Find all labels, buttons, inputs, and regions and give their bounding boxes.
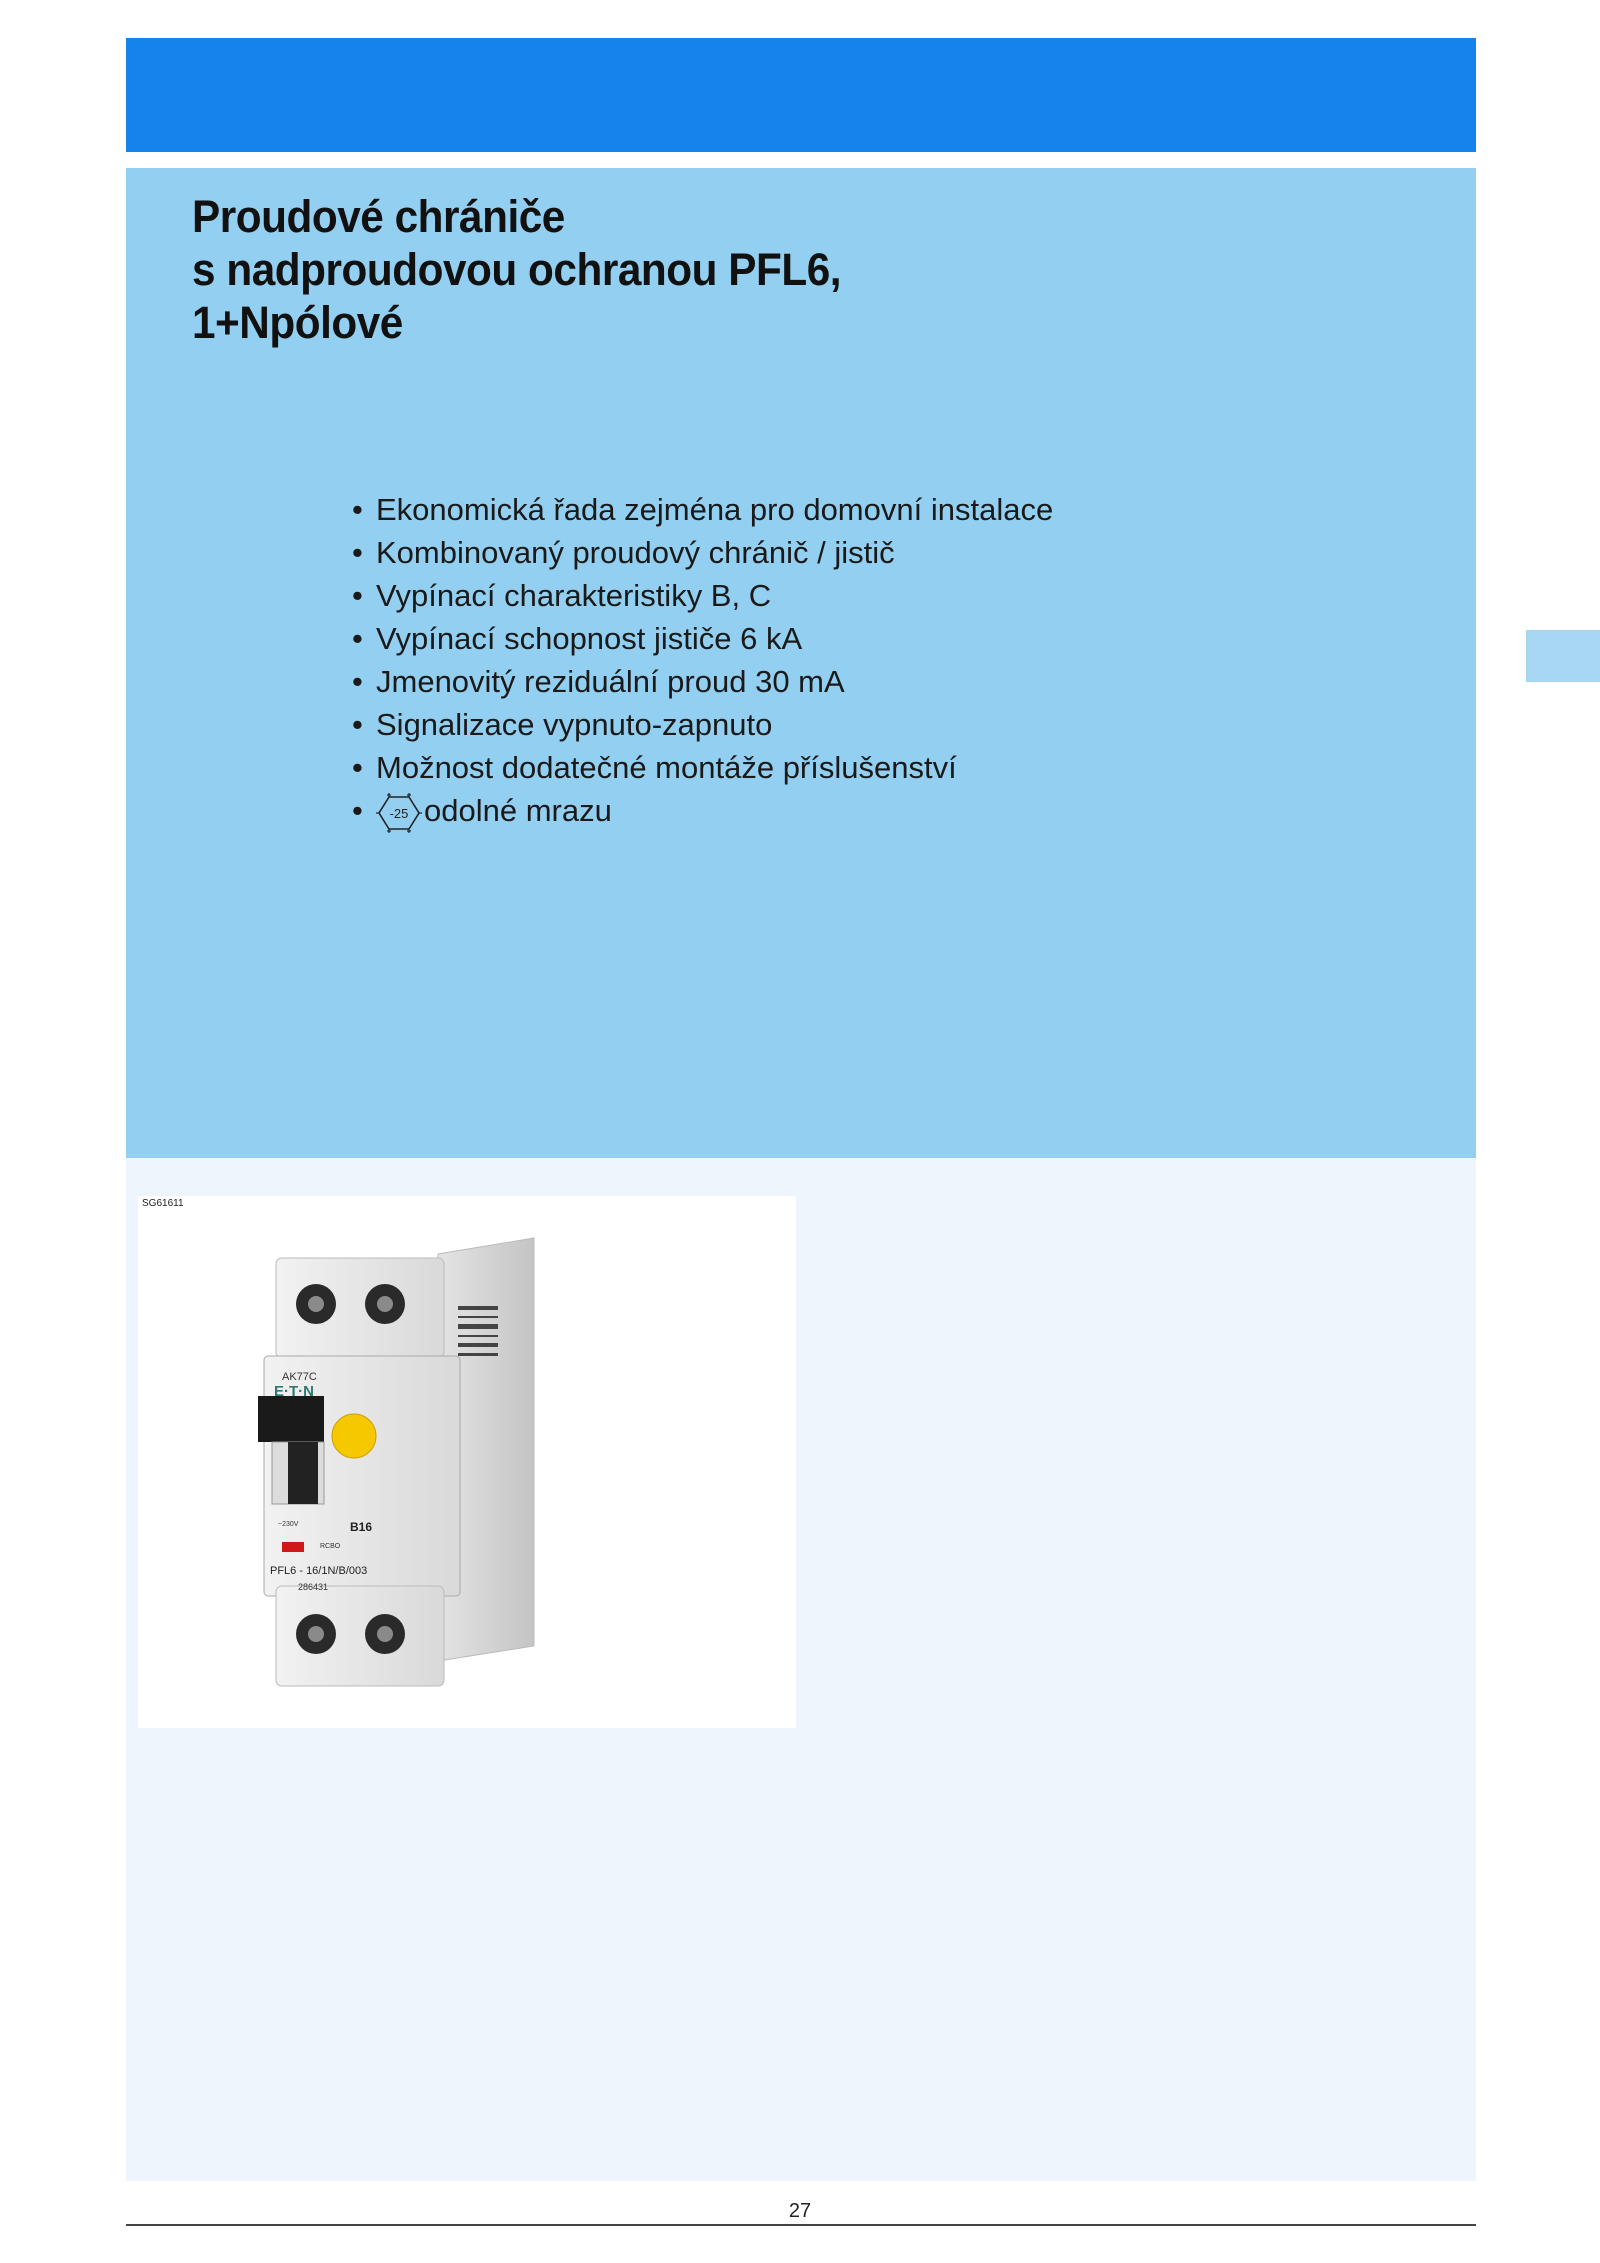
feature-item [352, 703, 1053, 746]
bullet: • [352, 492, 363, 527]
feature-text: Signalizace vypnuto-zapnuto [376, 707, 773, 742]
feature-item [352, 531, 1053, 574]
bullet: • [352, 793, 363, 828]
frost-icon-label: -25 [389, 806, 409, 821]
chapter-tab [1526, 630, 1600, 682]
bullet: • [352, 621, 363, 656]
device-rating: B16 [350, 1520, 373, 1534]
device-serial: 286431 [298, 1582, 329, 1592]
bullet: • [352, 707, 363, 742]
feature-item [352, 660, 1053, 703]
rcbo-device-image [258, 1236, 558, 1696]
feature-text: Ekonomická řada zejména pro domovní instalace [376, 492, 1054, 527]
bullet: • [352, 535, 363, 570]
device-brand: E·T·N [274, 1383, 314, 1400]
title-panel [126, 168, 1476, 1158]
photo-code: SG61611 [142, 1198, 184, 1209]
bullet: • [352, 750, 363, 785]
snowflake-hexagon-icon [376, 793, 422, 833]
device-label-ak: AK77C [282, 1371, 317, 1383]
header-band [126, 38, 1476, 152]
feature-item [352, 617, 1053, 660]
device-voltage: ~230V [278, 1521, 299, 1528]
page-number: 27 [788, 2200, 812, 2222]
bullet: • [352, 578, 363, 613]
feature-item [352, 574, 1053, 617]
feature-text: Jmenovitý reziduální proud 30 mA [376, 664, 845, 699]
feature-item [352, 746, 1053, 789]
page-title [192, 190, 841, 349]
feature-text: odolné mrazu [424, 793, 612, 828]
feature-list [352, 488, 1053, 833]
feature-text: Vypínací schopnost jističe 6 kA [376, 621, 803, 656]
product-photo [138, 1196, 796, 1728]
feature-text: Kombinovaný proudový chránič / jistič [376, 535, 895, 570]
product-panel [126, 1158, 1476, 2181]
title-line-3: 1+Npólové [192, 297, 403, 348]
device-rcbo: RCBO [320, 1543, 341, 1550]
title-line-2: s nadproudovou ochranou PFL6, [192, 244, 842, 295]
footer-rule [126, 2224, 1476, 2226]
feature-item [352, 488, 1053, 531]
bullet: • [352, 664, 363, 699]
feature-text: Možnost dodatečné montáže příslušenství [376, 750, 957, 785]
feature-text: Vypínací charakteristiky B, C [376, 578, 772, 613]
feature-item-frost [352, 789, 1053, 833]
title-line-1: Proudové chrániče [192, 191, 565, 242]
device-model: PFL6 - 16/1N/B/003 [270, 1565, 368, 1577]
